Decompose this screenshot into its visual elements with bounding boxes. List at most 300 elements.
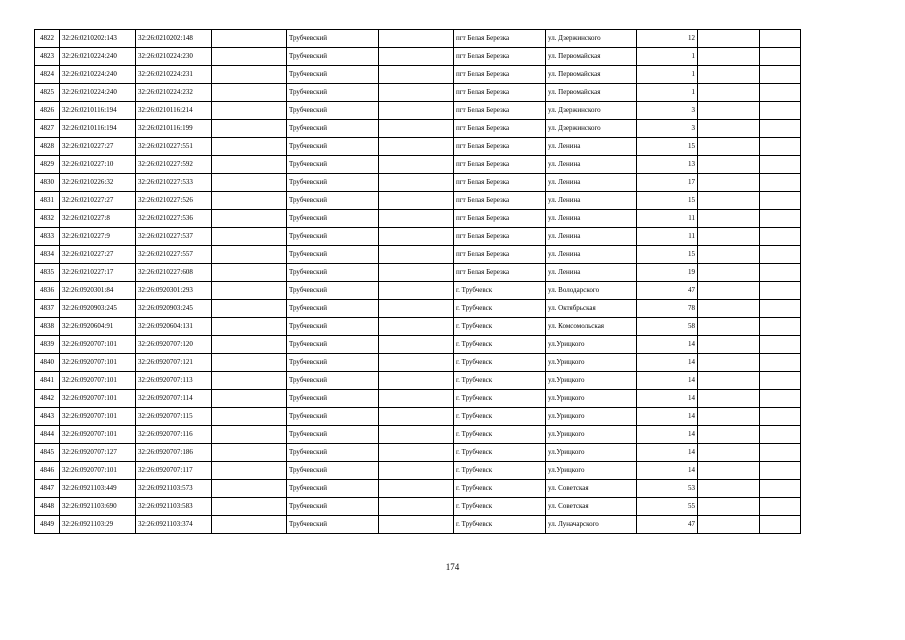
empty-cell xyxy=(379,408,454,426)
empty-cell xyxy=(760,84,801,102)
empty-cell xyxy=(698,138,760,156)
cadastral-number-cell: 32:26:0210227:10 xyxy=(60,156,136,174)
house-number-cell: 47 xyxy=(637,282,698,300)
house-number-cell: 55 xyxy=(637,498,698,516)
row-number-cell: 4846 xyxy=(35,462,60,480)
table-row xyxy=(35,138,801,156)
row-number-cell: 4839 xyxy=(35,336,60,354)
table-row xyxy=(35,48,801,66)
house-number-cell: 1 xyxy=(637,84,698,102)
empty-cell xyxy=(698,246,760,264)
empty-cell xyxy=(698,372,760,390)
street-cell: ул. Ленина xyxy=(546,156,637,174)
locality-cell: пгт Белая Березка xyxy=(454,138,546,156)
table-row xyxy=(35,318,801,336)
empty-cell xyxy=(212,516,287,534)
empty-cell xyxy=(760,120,801,138)
table-row xyxy=(35,210,801,228)
row-number-cell: 4829 xyxy=(35,156,60,174)
row-number-cell: 4843 xyxy=(35,408,60,426)
empty-cell xyxy=(212,30,287,48)
house-number-cell: 14 xyxy=(637,372,698,390)
empty-cell xyxy=(379,228,454,246)
empty-cell xyxy=(698,480,760,498)
street-cell: ул. Луначарского xyxy=(546,516,637,534)
locality-cell: пгт Белая Березка xyxy=(454,192,546,210)
empty-cell xyxy=(760,426,801,444)
empty-cell xyxy=(212,282,287,300)
table-row xyxy=(35,264,801,282)
locality-cell: пгт Белая Березка xyxy=(454,174,546,192)
object-cadastral-number-cell: 32:26:0210227:608 xyxy=(136,264,212,282)
house-number-cell: 12 xyxy=(637,30,698,48)
district-cell: Трубчевский xyxy=(287,516,379,534)
district-cell: Трубчевский xyxy=(287,282,379,300)
street-cell: ул. Первомайская xyxy=(546,48,637,66)
street-cell: ул. Первомайская xyxy=(546,66,637,84)
locality-cell: г. Трубчевск xyxy=(454,516,546,534)
empty-cell xyxy=(379,462,454,480)
empty-cell xyxy=(760,246,801,264)
object-cadastral-number-cell: 32:26:0210227:526 xyxy=(136,192,212,210)
empty-cell xyxy=(212,426,287,444)
locality-cell: г. Трубчевск xyxy=(454,354,546,372)
empty-cell xyxy=(698,84,760,102)
district-cell: Трубчевский xyxy=(287,156,379,174)
object-cadastral-number-cell: 32:26:0210224:232 xyxy=(136,84,212,102)
empty-cell xyxy=(760,372,801,390)
cadastral-number-cell: 32:26:0920301:84 xyxy=(60,282,136,300)
cadastral-number-cell: 32:26:0210116:194 xyxy=(60,102,136,120)
table-body xyxy=(35,30,801,534)
object-cadastral-number-cell: 32:26:0210227:557 xyxy=(136,246,212,264)
empty-cell xyxy=(212,66,287,84)
empty-cell xyxy=(379,354,454,372)
street-cell: ул. Ленина xyxy=(546,228,637,246)
cadastral-number-cell: 32:26:0210224:240 xyxy=(60,48,136,66)
object-cadastral-number-cell: 32:26:0210202:148 xyxy=(136,30,212,48)
house-number-cell: 15 xyxy=(637,246,698,264)
street-cell: ул. Ленина xyxy=(546,210,637,228)
cadastral-number-cell: 32:26:0920707:101 xyxy=(60,354,136,372)
empty-cell xyxy=(212,444,287,462)
empty-cell xyxy=(379,102,454,120)
cadastral-number-cell: 32:26:0921103:690 xyxy=(60,498,136,516)
object-cadastral-number-cell: 32:26:0920604:131 xyxy=(136,318,212,336)
empty-cell xyxy=(698,426,760,444)
empty-cell xyxy=(698,462,760,480)
empty-cell xyxy=(212,192,287,210)
locality-cell: г. Трубчевск xyxy=(454,444,546,462)
table-row xyxy=(35,246,801,264)
empty-cell xyxy=(379,282,454,300)
empty-cell xyxy=(698,264,760,282)
empty-cell xyxy=(698,318,760,336)
street-cell: ул.Урицкого xyxy=(546,408,637,426)
locality-cell: г. Трубчевск xyxy=(454,408,546,426)
district-cell: Трубчевский xyxy=(287,120,379,138)
empty-cell xyxy=(760,516,801,534)
empty-cell xyxy=(760,102,801,120)
table-row xyxy=(35,408,801,426)
empty-cell xyxy=(698,210,760,228)
empty-cell xyxy=(379,498,454,516)
street-cell: ул.Урицкого xyxy=(546,372,637,390)
empty-cell xyxy=(760,300,801,318)
district-cell: Трубчевский xyxy=(287,480,379,498)
cadastral-number-cell: 32:26:0210227:17 xyxy=(60,264,136,282)
row-number-cell: 4837 xyxy=(35,300,60,318)
empty-cell xyxy=(379,66,454,84)
house-number-cell: 11 xyxy=(637,210,698,228)
object-cadastral-number-cell: 32:26:0921103:583 xyxy=(136,498,212,516)
district-cell: Трубчевский xyxy=(287,30,379,48)
empty-cell xyxy=(212,174,287,192)
empty-cell xyxy=(379,174,454,192)
empty-cell xyxy=(760,48,801,66)
house-number-cell: 14 xyxy=(637,354,698,372)
empty-cell xyxy=(760,264,801,282)
object-cadastral-number-cell: 32:26:0210224:230 xyxy=(136,48,212,66)
street-cell: ул.Урицкого xyxy=(546,462,637,480)
row-number-cell: 4847 xyxy=(35,480,60,498)
street-cell: ул.Урицкого xyxy=(546,336,637,354)
object-cadastral-number-cell: 32:26:0920707:114 xyxy=(136,390,212,408)
empty-cell xyxy=(212,84,287,102)
object-cadastral-number-cell: 32:26:0210227:537 xyxy=(136,228,212,246)
empty-cell xyxy=(760,480,801,498)
empty-cell xyxy=(760,210,801,228)
table-row xyxy=(35,228,801,246)
empty-cell xyxy=(698,300,760,318)
street-cell: ул. Ленина xyxy=(546,246,637,264)
street-cell: ул. Октябрьская xyxy=(546,300,637,318)
empty-cell xyxy=(212,480,287,498)
cadastral-number-cell: 32:26:0920707:101 xyxy=(60,336,136,354)
empty-cell xyxy=(698,48,760,66)
row-number-cell: 4833 xyxy=(35,228,60,246)
table-row xyxy=(35,174,801,192)
table-row xyxy=(35,516,801,534)
empty-cell xyxy=(212,120,287,138)
district-cell: Трубчевский xyxy=(287,426,379,444)
district-cell: Трубчевский xyxy=(287,174,379,192)
row-number-cell: 4828 xyxy=(35,138,60,156)
cadastral-number-cell: 32:26:0920707:101 xyxy=(60,462,136,480)
locality-cell: г. Трубчевск xyxy=(454,282,546,300)
row-number-cell: 4823 xyxy=(35,48,60,66)
street-cell: ул. Дзержинского xyxy=(546,102,637,120)
district-cell: Трубчевский xyxy=(287,192,379,210)
empty-cell xyxy=(698,174,760,192)
object-cadastral-number-cell: 32:26:0210116:199 xyxy=(136,120,212,138)
cadastral-number-cell: 32:26:0210227:27 xyxy=(60,246,136,264)
object-cadastral-number-cell: 32:26:0920707:117 xyxy=(136,462,212,480)
empty-cell xyxy=(760,66,801,84)
empty-cell xyxy=(698,390,760,408)
house-number-cell: 19 xyxy=(637,264,698,282)
table-row xyxy=(35,372,801,390)
row-number-cell: 4830 xyxy=(35,174,60,192)
district-cell: Трубчевский xyxy=(287,228,379,246)
table-row xyxy=(35,282,801,300)
empty-cell xyxy=(379,318,454,336)
empty-cell xyxy=(698,354,760,372)
table-row xyxy=(35,120,801,138)
empty-cell xyxy=(379,516,454,534)
table-row xyxy=(35,300,801,318)
cadastral-number-cell: 32:26:0210227:8 xyxy=(60,210,136,228)
cadastral-number-cell: 32:26:0920903:245 xyxy=(60,300,136,318)
empty-cell xyxy=(212,102,287,120)
district-cell: Трубчевский xyxy=(287,246,379,264)
empty-cell xyxy=(698,408,760,426)
table-row xyxy=(35,390,801,408)
empty-cell xyxy=(698,498,760,516)
locality-cell: г. Трубчевск xyxy=(454,390,546,408)
district-cell: Трубчевский xyxy=(287,408,379,426)
empty-cell xyxy=(760,498,801,516)
cadastral-number-cell: 32:26:0920707:101 xyxy=(60,390,136,408)
empty-cell xyxy=(698,444,760,462)
empty-cell xyxy=(760,408,801,426)
locality-cell: пгт Белая Березка xyxy=(454,102,546,120)
house-number-cell: 3 xyxy=(637,102,698,120)
locality-cell: пгт Белая Березка xyxy=(454,246,546,264)
row-number-cell: 4842 xyxy=(35,390,60,408)
empty-cell xyxy=(212,300,287,318)
row-number-cell: 4849 xyxy=(35,516,60,534)
table-row xyxy=(35,462,801,480)
empty-cell xyxy=(379,480,454,498)
street-cell: ул. Ленина xyxy=(546,264,637,282)
table-row xyxy=(35,354,801,372)
table-row xyxy=(35,444,801,462)
object-cadastral-number-cell: 32:26:0210224:231 xyxy=(136,66,212,84)
object-cadastral-number-cell: 32:26:0920707:115 xyxy=(136,408,212,426)
empty-cell xyxy=(212,138,287,156)
empty-cell xyxy=(760,444,801,462)
empty-cell xyxy=(379,264,454,282)
object-cadastral-number-cell: 32:26:0210227:536 xyxy=(136,210,212,228)
empty-cell xyxy=(760,228,801,246)
house-number-cell: 58 xyxy=(637,318,698,336)
house-number-cell: 14 xyxy=(637,426,698,444)
object-cadastral-number-cell: 32:26:0921103:374 xyxy=(136,516,212,534)
table-row xyxy=(35,66,801,84)
district-cell: Трубчевский xyxy=(287,444,379,462)
cadastral-number-cell: 32:26:0921103:29 xyxy=(60,516,136,534)
locality-cell: пгт Белая Березка xyxy=(454,264,546,282)
empty-cell xyxy=(760,318,801,336)
table-row xyxy=(35,84,801,102)
empty-cell xyxy=(379,300,454,318)
house-number-cell: 11 xyxy=(637,228,698,246)
cadastral-number-cell: 32:26:0210224:240 xyxy=(60,66,136,84)
empty-cell xyxy=(379,120,454,138)
district-cell: Трубчевский xyxy=(287,48,379,66)
empty-cell xyxy=(212,318,287,336)
table-row xyxy=(35,102,801,120)
registry-table xyxy=(34,29,801,534)
empty-cell xyxy=(379,426,454,444)
empty-cell xyxy=(760,336,801,354)
object-cadastral-number-cell: 32:26:0921103:573 xyxy=(136,480,212,498)
street-cell: ул.Урицкого xyxy=(546,444,637,462)
locality-cell: г. Трубчевск xyxy=(454,462,546,480)
street-cell: ул. Ленина xyxy=(546,174,637,192)
empty-cell xyxy=(698,228,760,246)
table-row xyxy=(35,336,801,354)
empty-cell xyxy=(698,120,760,138)
empty-cell xyxy=(698,156,760,174)
cadastral-number-cell: 32:26:0210227:27 xyxy=(60,138,136,156)
locality-cell: пгт Белая Березка xyxy=(454,210,546,228)
empty-cell xyxy=(212,210,287,228)
empty-cell xyxy=(379,372,454,390)
house-number-cell: 15 xyxy=(637,192,698,210)
empty-cell xyxy=(698,66,760,84)
empty-cell xyxy=(379,48,454,66)
locality-cell: пгт Белая Березка xyxy=(454,48,546,66)
empty-cell xyxy=(698,516,760,534)
house-number-cell: 15 xyxy=(637,138,698,156)
locality-cell: пгт Белая Березка xyxy=(454,84,546,102)
cadastral-number-cell: 32:26:0920707:101 xyxy=(60,408,136,426)
object-cadastral-number-cell: 32:26:0210227:533 xyxy=(136,174,212,192)
empty-cell xyxy=(760,462,801,480)
empty-cell xyxy=(379,84,454,102)
district-cell: Трубчевский xyxy=(287,264,379,282)
house-number-cell: 17 xyxy=(637,174,698,192)
table-row xyxy=(35,426,801,444)
street-cell: ул. Дзержинского xyxy=(546,30,637,48)
cadastral-number-cell: 32:26:0210202:143 xyxy=(60,30,136,48)
row-number-cell: 4836 xyxy=(35,282,60,300)
empty-cell xyxy=(698,30,760,48)
table-row xyxy=(35,480,801,498)
row-number-cell: 4848 xyxy=(35,498,60,516)
cadastral-number-cell: 32:26:0210116:194 xyxy=(60,120,136,138)
table-row xyxy=(35,30,801,48)
locality-cell: г. Трубчевск xyxy=(454,318,546,336)
locality-cell: пгт Белая Березка xyxy=(454,156,546,174)
district-cell: Трубчевский xyxy=(287,372,379,390)
empty-cell xyxy=(760,30,801,48)
cadastral-number-cell: 32:26:0210227:27 xyxy=(60,192,136,210)
cadastral-number-cell: 32:26:0920707:127 xyxy=(60,444,136,462)
empty-cell xyxy=(212,48,287,66)
locality-cell: г. Трубчевск xyxy=(454,336,546,354)
house-number-cell: 78 xyxy=(637,300,698,318)
row-number-cell: 4841 xyxy=(35,372,60,390)
object-cadastral-number-cell: 32:26:0920707:116 xyxy=(136,426,212,444)
page-number: 174 xyxy=(445,562,460,572)
object-cadastral-number-cell: 32:26:0920707:120 xyxy=(136,336,212,354)
object-cadastral-number-cell: 32:26:0920707:113 xyxy=(136,372,212,390)
row-number-cell: 4831 xyxy=(35,192,60,210)
row-number-cell: 4824 xyxy=(35,66,60,84)
house-number-cell: 13 xyxy=(637,156,698,174)
empty-cell xyxy=(212,156,287,174)
empty-cell xyxy=(760,282,801,300)
table-row xyxy=(35,156,801,174)
empty-cell xyxy=(212,354,287,372)
empty-cell xyxy=(212,246,287,264)
object-cadastral-number-cell: 32:26:0920707:121 xyxy=(136,354,212,372)
district-cell: Трубчевский xyxy=(287,318,379,336)
cadastral-number-cell: 32:26:0920707:101 xyxy=(60,372,136,390)
empty-cell xyxy=(379,30,454,48)
street-cell: ул. Ленина xyxy=(546,192,637,210)
empty-cell xyxy=(760,390,801,408)
empty-cell xyxy=(379,210,454,228)
street-cell: ул. Советская xyxy=(546,480,637,498)
district-cell: Трубчевский xyxy=(287,138,379,156)
object-cadastral-number-cell: 32:26:0920707:186 xyxy=(136,444,212,462)
empty-cell xyxy=(760,138,801,156)
row-number-cell: 4822 xyxy=(35,30,60,48)
locality-cell: пгт Белая Березка xyxy=(454,66,546,84)
district-cell: Трубчевский xyxy=(287,354,379,372)
locality-cell: пгт Белая Березка xyxy=(454,120,546,138)
row-number-cell: 4838 xyxy=(35,318,60,336)
empty-cell xyxy=(698,282,760,300)
empty-cell xyxy=(212,498,287,516)
street-cell: ул. Дзержинского xyxy=(546,120,637,138)
object-cadastral-number-cell: 32:26:0210116:214 xyxy=(136,102,212,120)
house-number-cell: 53 xyxy=(637,480,698,498)
cadastral-number-cell: 32:26:0920604:91 xyxy=(60,318,136,336)
cadastral-number-cell: 32:26:0210226:32 xyxy=(60,174,136,192)
row-number-cell: 4827 xyxy=(35,120,60,138)
district-cell: Трубчевский xyxy=(287,462,379,480)
district-cell: Трубчевский xyxy=(287,102,379,120)
object-cadastral-number-cell: 32:26:0920903:245 xyxy=(136,300,212,318)
locality-cell: г. Трубчевск xyxy=(454,372,546,390)
house-number-cell: 14 xyxy=(637,336,698,354)
empty-cell xyxy=(760,174,801,192)
house-number-cell: 14 xyxy=(637,390,698,408)
street-cell: ул. Володарского xyxy=(546,282,637,300)
empty-cell xyxy=(698,336,760,354)
object-cadastral-number-cell: 32:26:0920301:293 xyxy=(136,282,212,300)
street-cell: ул. Первомайская xyxy=(546,84,637,102)
empty-cell xyxy=(379,138,454,156)
house-number-cell: 1 xyxy=(637,66,698,84)
empty-cell xyxy=(379,156,454,174)
district-cell: Трубчевский xyxy=(287,210,379,228)
row-number-cell: 4826 xyxy=(35,102,60,120)
empty-cell xyxy=(698,192,760,210)
table-row xyxy=(35,498,801,516)
street-cell: ул.Урицкого xyxy=(546,426,637,444)
object-cadastral-number-cell: 32:26:0210227:551 xyxy=(136,138,212,156)
object-cadastral-number-cell: 32:26:0210227:592 xyxy=(136,156,212,174)
district-cell: Трубчевский xyxy=(287,336,379,354)
empty-cell xyxy=(212,264,287,282)
empty-cell xyxy=(760,354,801,372)
cadastral-number-cell: 32:26:0210224:240 xyxy=(60,84,136,102)
locality-cell: г. Трубчевск xyxy=(454,426,546,444)
row-number-cell: 4834 xyxy=(35,246,60,264)
house-number-cell: 14 xyxy=(637,408,698,426)
table-row xyxy=(35,192,801,210)
empty-cell xyxy=(212,336,287,354)
empty-cell xyxy=(212,228,287,246)
district-cell: Трубчевский xyxy=(287,498,379,516)
empty-cell xyxy=(379,390,454,408)
